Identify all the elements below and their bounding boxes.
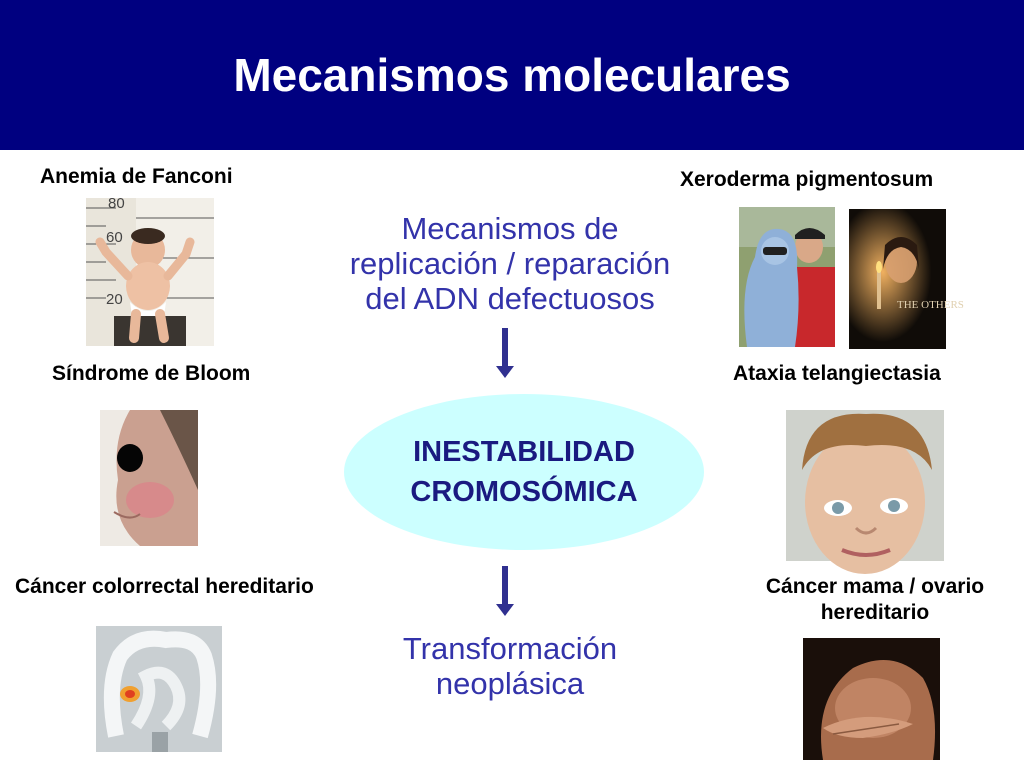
- photo-colon-xray: [96, 626, 222, 752]
- flow-mecanismos-replicacion: [310, 211, 710, 316]
- photo-xeroderma-child: [739, 207, 835, 347]
- down-arrow-icon: [496, 328, 514, 378]
- title-banner: [0, 0, 1024, 150]
- photo-ataxia-boy: [786, 410, 944, 561]
- ruler-mark-80: 80: [108, 195, 125, 212]
- flow-transformacion: [310, 631, 710, 701]
- ellipse-line1: INESTABILIDAD: [413, 436, 635, 468]
- inestabilidad-ellipse: [344, 394, 704, 550]
- flow-top-line1: Mecanismos de: [401, 211, 619, 246]
- photo-fanconi-baby: [86, 195, 214, 346]
- ruler-mark-20: 20: [106, 291, 123, 308]
- label-ataxia: Ataxia telangiectasia: [733, 362, 941, 385]
- flow-top-line2: replicación / reparación: [349, 246, 671, 281]
- poster-title: THE OTHERS: [897, 299, 964, 311]
- photo-breast-exam: [803, 638, 940, 760]
- down-arrow-icon: [496, 566, 514, 616]
- photo-bloom-face: [100, 410, 198, 546]
- flow-bottom-line2: neoplásica: [435, 666, 585, 701]
- label-cancer-colorrectal: Cáncer colorrectal hereditario: [15, 575, 314, 598]
- flow-top-line3: del ADN defectuosos: [365, 281, 655, 316]
- label-cancer-mama-ovario: [742, 574, 1008, 626]
- slide-title: Mecanismos moleculares: [233, 49, 791, 101]
- label-xeroderma: Xeroderma pigmentosum: [680, 168, 934, 191]
- label-cancer-mama-ovario-line1: Cáncer mama / ovario: [765, 575, 985, 598]
- label-cancer-mama-ovario-line2: hereditario: [820, 601, 930, 624]
- label-anemia-fanconi: Anemia de Fanconi: [40, 165, 233, 188]
- ruler-mark-60: 60: [106, 229, 123, 246]
- ellipse-line2: CROMOSÓMICA: [410, 476, 638, 508]
- photo-the-others-poster: [849, 209, 964, 349]
- label-sindrome-bloom: Síndrome de Bloom: [52, 362, 251, 385]
- flow-bottom-line1: Transformación: [402, 631, 618, 666]
